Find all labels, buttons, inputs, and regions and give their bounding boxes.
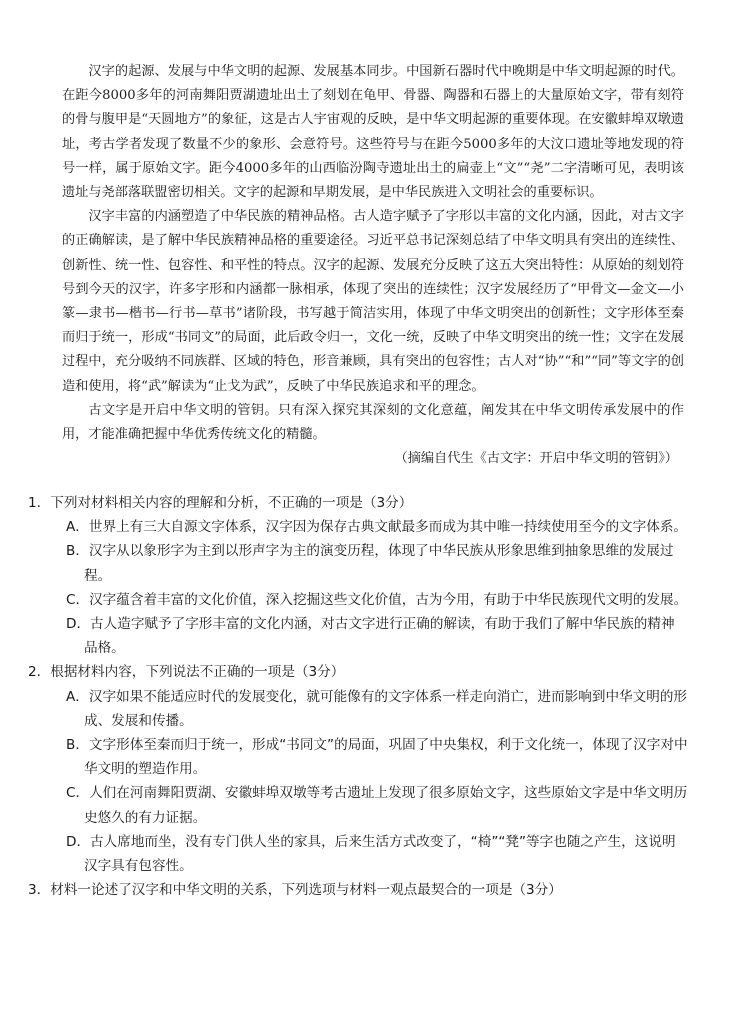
passage-paragraph-3: 古文字是开启中华文明的管钥。只有深入探究其深刻的文化意蕴，阐发其在中华文明传承发展中的作用，才能准确把握中华优秀传统文化的精髓。 <box>62 402 684 443</box>
option-a: A．世界上有三大自源文字体系，汉字因为保存古典文献最多而成为其中唯一持续使用至今的文字体系。 <box>66 519 688 536</box>
option-d: D．古人席地而坐，没有专门供人坐的家具，后来生活方式改变了，“椅”“凳”等字也随之产生，这说明汉字具有包容性。 <box>66 833 676 875</box>
option-a: A．汉字如果不能适应时代的发展变化，就可能像有的文字体系一样走向消亡，进而影响到中华文明的形成、发展和传播。 <box>66 688 688 729</box>
question-3 <box>28 878 688 902</box>
question-2 <box>28 660 688 878</box>
question-stem: 1．下列对材料相关内容的理解和分析，不正确的一项是（3分） <box>28 495 413 511</box>
question-list <box>28 491 688 902</box>
question-stem: 2．根据材料内容，下列说法不正确的一项是（3分） <box>28 664 345 681</box>
passage-paragraph-1: 汉字的起源、发展与中华文明的起源、发展基本同步。中国新石器时代中晚期是中华文明起源的时代。在距今8000多年的河南舞阳贾湖遗址出土了刻划在龟甲、骨器、陶器和石器上的大量原始文字，带有刻符的骨与腹甲是“天圆地方”的象征，这是古人宇宙观的反映，是中华文明起源的重要体现。在安徽蚌埠双墩遗址，考古学者发现了数量不少的象形、会意符号。这些符号与在距今5000多年的大汶口遗址等地发现的符号一样，属于原始文字。距今4000多年的山西临汾陶寺遗址出土的扁壶上“文”“尧”二字清晰可见，表明该遗址与尧部落联盟密切相关。文字的起源和早期发展，是中华民族进入文明社会的重要标识。 <box>62 64 684 201</box>
option-c: C．人们在河南舞阳贾湖、安徽蚌埠双墩等考古遗址上发现了很多原始文字，这些原始文字是中华文明历史悠久的有力证据。 <box>66 785 688 826</box>
question-stem: 3．材料一论述了汉字和中华文明的关系，下列选项与材料一观点最契合的一项是（3分） <box>28 882 562 899</box>
option-c: C．汉字蕴含着丰富的文化价值，深入挖掘这些文化价值，古为今用，有助于中华民族现代文明的发展。 <box>66 591 688 608</box>
passage-source: （摘编自代生《古文字：开启中华文明的管钥》） <box>394 451 678 467</box>
option-b: B．文字形体至秦而归于统一，形成“书同文”的局面，巩固了中央集权，利于文化统一，体现了汉字对中华文明的塑造作用。 <box>66 737 688 778</box>
option-d: D．古人造字赋予了字形丰富的文化内涵，对古文字进行正确的解读，有助于我们了解中华民族的精神品格。 <box>66 616 675 657</box>
reading-passage <box>62 60 684 471</box>
question-1 <box>28 491 688 660</box>
option-b: B．汉字从以象形字为主到以形声字为主的演变历程，体现了中华民族从形象思维到抽象思维的发展过程。 <box>66 543 674 584</box>
passage-paragraph-2: 汉字丰富的内涵塑造了中华民族的精神品格。古人造字赋予了字形以丰富的文化内涵，因此，对古文字的正确解读，是了解中华民族精神品格的重要途径。习近平总书记深刻总结了中华文明具有突出的连续性、创新性、统一性、包容性、和平性的特点。汉字的起源、发展充分反映了这五大突出特性：从原始的刻划符号到今天的汉字，许多字形和内涵都一脉相承，体现了突出的连续性；汉字发展经历了“甲骨文—金文—小篆—隶书—楷书—行书—草书”诸阶段，书写越于简洁实用，体现了中华文明突出的创新性；文字形体至秦而归于统一，形成“书同文”的局面，此后政令归一，文化一统，反映了中华文明突出的统一性；文字在发展过程中，充分吸纳不同族群、区域的特色，形音兼顾，具有突出的包容性；古人对“协”“和”“同”等文字的创造和使用，将“武”解读为“止戈为武”，反映了中华民族追求和平的理念。 <box>62 209 684 394</box>
